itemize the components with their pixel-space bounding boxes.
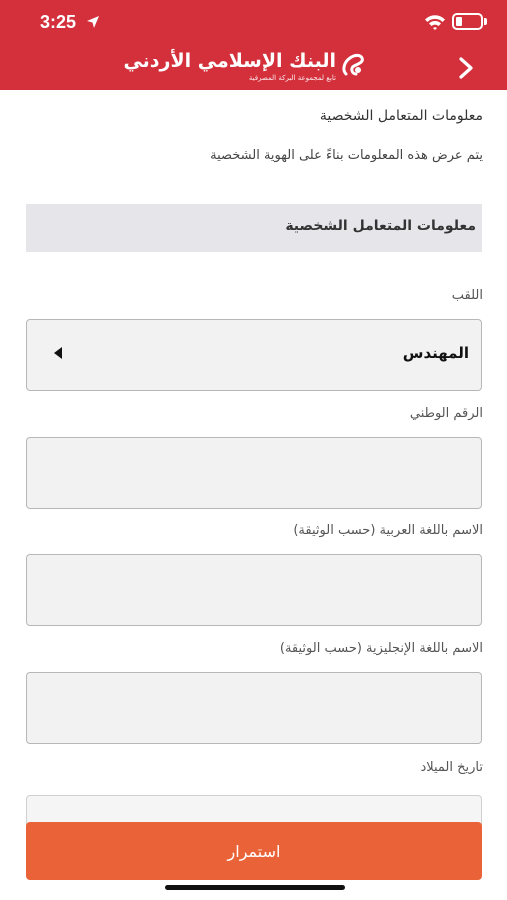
wifi-icon bbox=[424, 14, 446, 30]
arabic-name-label: الاسم باللغة العربية (حسب الوثيقة) bbox=[293, 523, 483, 538]
back-chevron-icon[interactable] bbox=[452, 54, 480, 82]
bank-logo-mark-icon bbox=[340, 52, 366, 80]
app-header bbox=[0, 0, 507, 90]
battery-icon bbox=[452, 13, 483, 30]
arabic-name-field-box bbox=[26, 554, 482, 626]
group-header bbox=[26, 204, 482, 252]
arabic-name-input[interactable] bbox=[27, 555, 481, 625]
bank-logo bbox=[123, 50, 366, 86]
battery-nub bbox=[484, 18, 487, 25]
section-description: يتم عرض هذه المعلومات بناءً على الهوية الشخصية bbox=[210, 148, 483, 163]
national-id-label: الرقم الوطني bbox=[409, 406, 483, 421]
dob-field[interactable] bbox=[26, 795, 482, 825]
dropdown-arrow-icon bbox=[53, 346, 63, 360]
bank-name: البنك الإسلامي الأردني bbox=[123, 50, 336, 72]
location-arrow-icon bbox=[86, 15, 100, 29]
english-name-field-box bbox=[26, 672, 482, 744]
title-selected-value: المهندس bbox=[402, 344, 469, 362]
dob-label: تاريخ الميلاد bbox=[420, 760, 483, 775]
bank-subtitle: تابع لمجموعة البركة المصرفية bbox=[248, 74, 336, 82]
national-id-field-box bbox=[26, 437, 482, 509]
english-name-input[interactable] bbox=[27, 673, 481, 743]
continue-button[interactable]: استمرار bbox=[26, 822, 482, 880]
status-time: 3:25 bbox=[40, 12, 77, 32]
national-id-input[interactable] bbox=[27, 438, 481, 508]
section-title: معلومات المتعامل الشخصية bbox=[319, 108, 483, 124]
group-header-label: معلومات المتعامل الشخصية bbox=[285, 218, 476, 234]
title-label: اللقب bbox=[451, 288, 483, 303]
home-indicator bbox=[165, 885, 345, 890]
title-select[interactable] bbox=[26, 319, 482, 391]
english-name-label: الاسم باللغة الإنجليزية (حسب الوثيقة) bbox=[279, 641, 483, 656]
